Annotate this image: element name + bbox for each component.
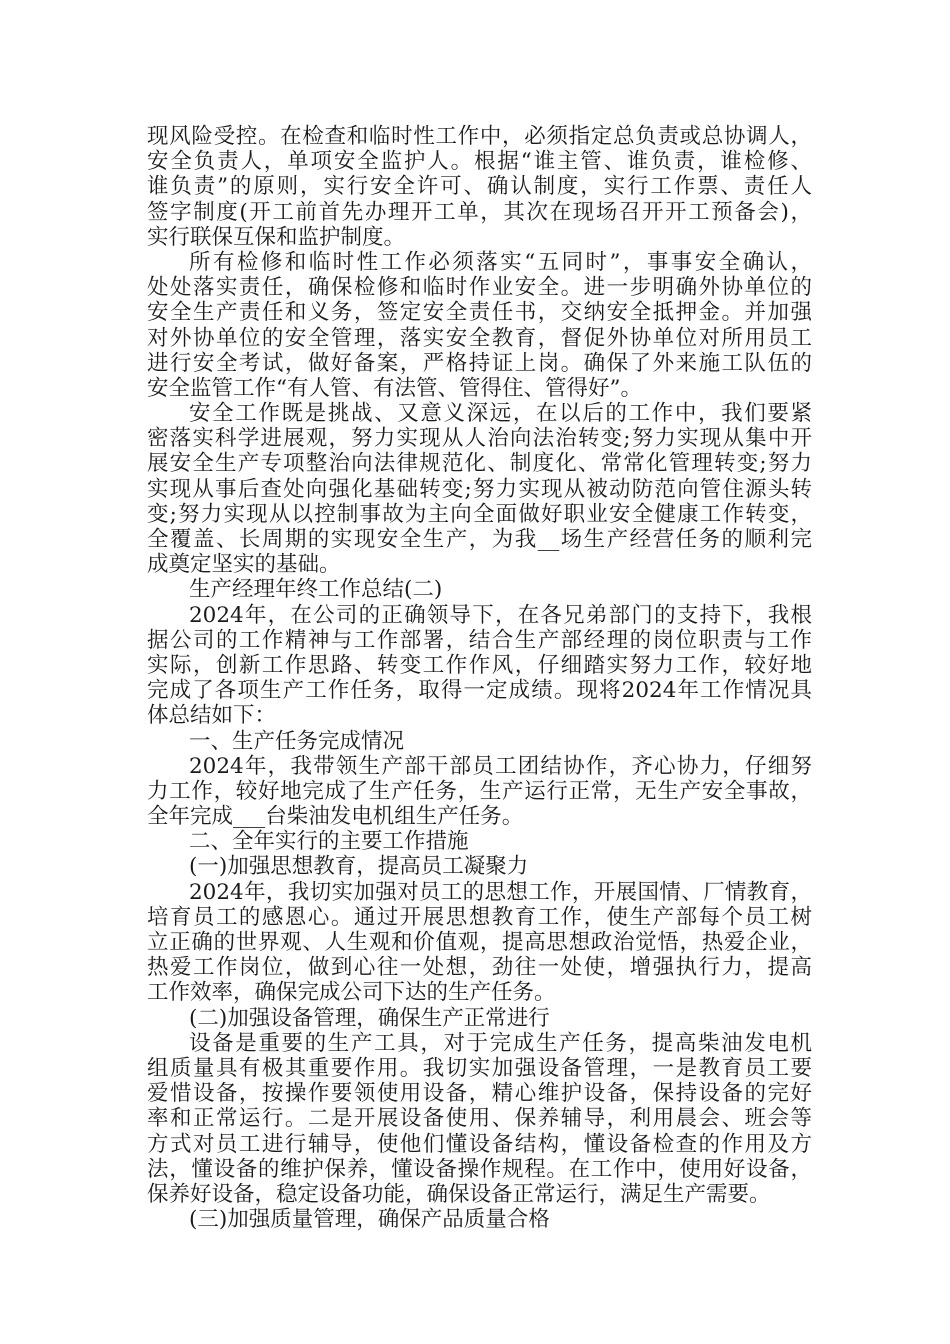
text-line: 安全生产责任和义务，签定安全责任书，交纳安全抵押金。并加强	[147, 300, 812, 326]
text-line: 力工作，较好地完成了生产任务，生产运行正常，无生产安全事故，	[147, 778, 812, 804]
text-line: 成奠定坚实的基础。	[147, 552, 341, 578]
text-line: 密落实科学进展观，努力实现从人治向法治转变;努力实现从集中开	[147, 426, 812, 452]
document-body	[147, 124, 812, 1232]
text-line: (三)加强质量管理，确保产品质量合格	[189, 1207, 550, 1233]
text-line: 实际，创新工作思路、转变工作作风，仔细踏实努力工作，较好地	[147, 652, 812, 678]
text-line: 展安全生产专项整治向法律规范化、制度化、常常化管理转变;努力	[147, 451, 812, 477]
text-line: 二、全年实行的主要工作措施	[189, 829, 469, 855]
text-line: 设备是重要的生产工具，对于完成生产任务，提高柴油发电机	[189, 1030, 812, 1056]
text-line: 2024年，在公司的正确领导下，在各兄弟部门的支持下，我根	[189, 602, 812, 628]
text-line: 安全工作既是挑战、又意义深远，在以后的工作中，我们要紧	[189, 401, 812, 427]
text-line: 组质量具有极其重要作用。我切实加强设备管理，一是教育员工要	[147, 1055, 812, 1081]
text-line: 据公司的工作精神与工作部署，结合生产部经理的岗位职责与工作	[147, 627, 812, 653]
text-line: 体总结如下：	[147, 703, 277, 729]
text-line: 法，懂设备的维护保养，懂设备操作规程。在工作中，使用好设备，	[147, 1156, 812, 1182]
text-line: (一)加强思想教育，提高员工凝聚力	[189, 854, 529, 880]
text-line: 所有检修和临时性工作必须落实“五同时”，事事安全确认，	[189, 249, 812, 275]
text-line: 方式对员工进行辅导，使他们懂设备结构，懂设备检查的作用及方	[147, 1131, 812, 1157]
text-line: 处处落实责任，确保检修和临时作业安全。进一步明确外协单位的	[147, 275, 812, 301]
text-line: 变;努力实现从以控制事故为主向全面做好职业安全健康工作转变，	[147, 501, 812, 527]
text-line: (二)加强设备管理，确保生产正常进行	[189, 1005, 550, 1031]
text-line: 实现从事后查处向强化基础转变;努力实现从被动防范向管住源头转	[147, 476, 812, 502]
text-line: 实行联保互保和监护制度。	[147, 224, 406, 250]
text-line: 进行安全考试，做好备案，严格持证上岗。确保了外来施工队伍的	[147, 350, 812, 376]
text-line: 2024年，我带领生产部干部员工团结协作，齐心协力，仔细努	[189, 753, 812, 779]
text-line: 工作效率，确保完成公司下达的生产任务。	[147, 980, 556, 1006]
text-line: 全覆盖、长周期的实现安全生产，为我__场生产经营任务的顺利完	[147, 527, 812, 552]
text-line: 生产经理年终工作总结(二)	[189, 577, 443, 603]
text-line: 一、生产任务完成情况	[189, 728, 405, 754]
text-line: 培育员工的感恩心。通过开展思想教育工作，使生产部每个员工树	[147, 904, 812, 930]
text-line: 安全监管工作“有人管、有法管、管得住、管得好”。	[147, 375, 642, 401]
text-line: 安全负责人，单项安全监护人。根据“谁主管、谁负责，谁检修、	[147, 149, 812, 175]
text-line: 现风险受控。在检查和临时性工作中，必须指定总负责或总协调人，	[147, 124, 812, 149]
text-line: 率和正常运行。二是开展设备使用、保养辅导，利用晨会、班会等	[147, 1106, 812, 1132]
text-line: 2024年，我切实加强对员工的思想工作，开展国情、厂情教育，	[189, 879, 812, 905]
text-line: 对外协单位的安全管理，落实安全教育，督促外协单位对所用员工	[147, 325, 812, 351]
text-line: 签字制度(开工前首先办理开工单，其次在现场召开开工预备会)，	[147, 199, 812, 225]
text-line: 保养好设备，稳定设备功能，确保设备正常运行，满足生产需要。	[147, 1181, 771, 1207]
text-line: 爱惜设备，按操作要领使用设备，精心维护设备，保持设备的完好	[147, 1081, 812, 1107]
text-line: 完成了各项生产工作任务，取得一定成绩。现将2024年工作情况具	[147, 678, 812, 704]
text-line: 立正确的世界观、人生观和价值观，提高思想政治觉悟，热爱企业，	[147, 930, 812, 955]
text-line: 全年完成___台柴油发电机组生产任务。	[147, 804, 524, 830]
text-line: 谁负责”的原则，实行安全许可、确认制度，实行工作票、责任人	[147, 174, 812, 200]
text-line: 热爱工作岗位，做到心往一处想，劲往一处使，增强执行力，提高	[147, 955, 812, 981]
